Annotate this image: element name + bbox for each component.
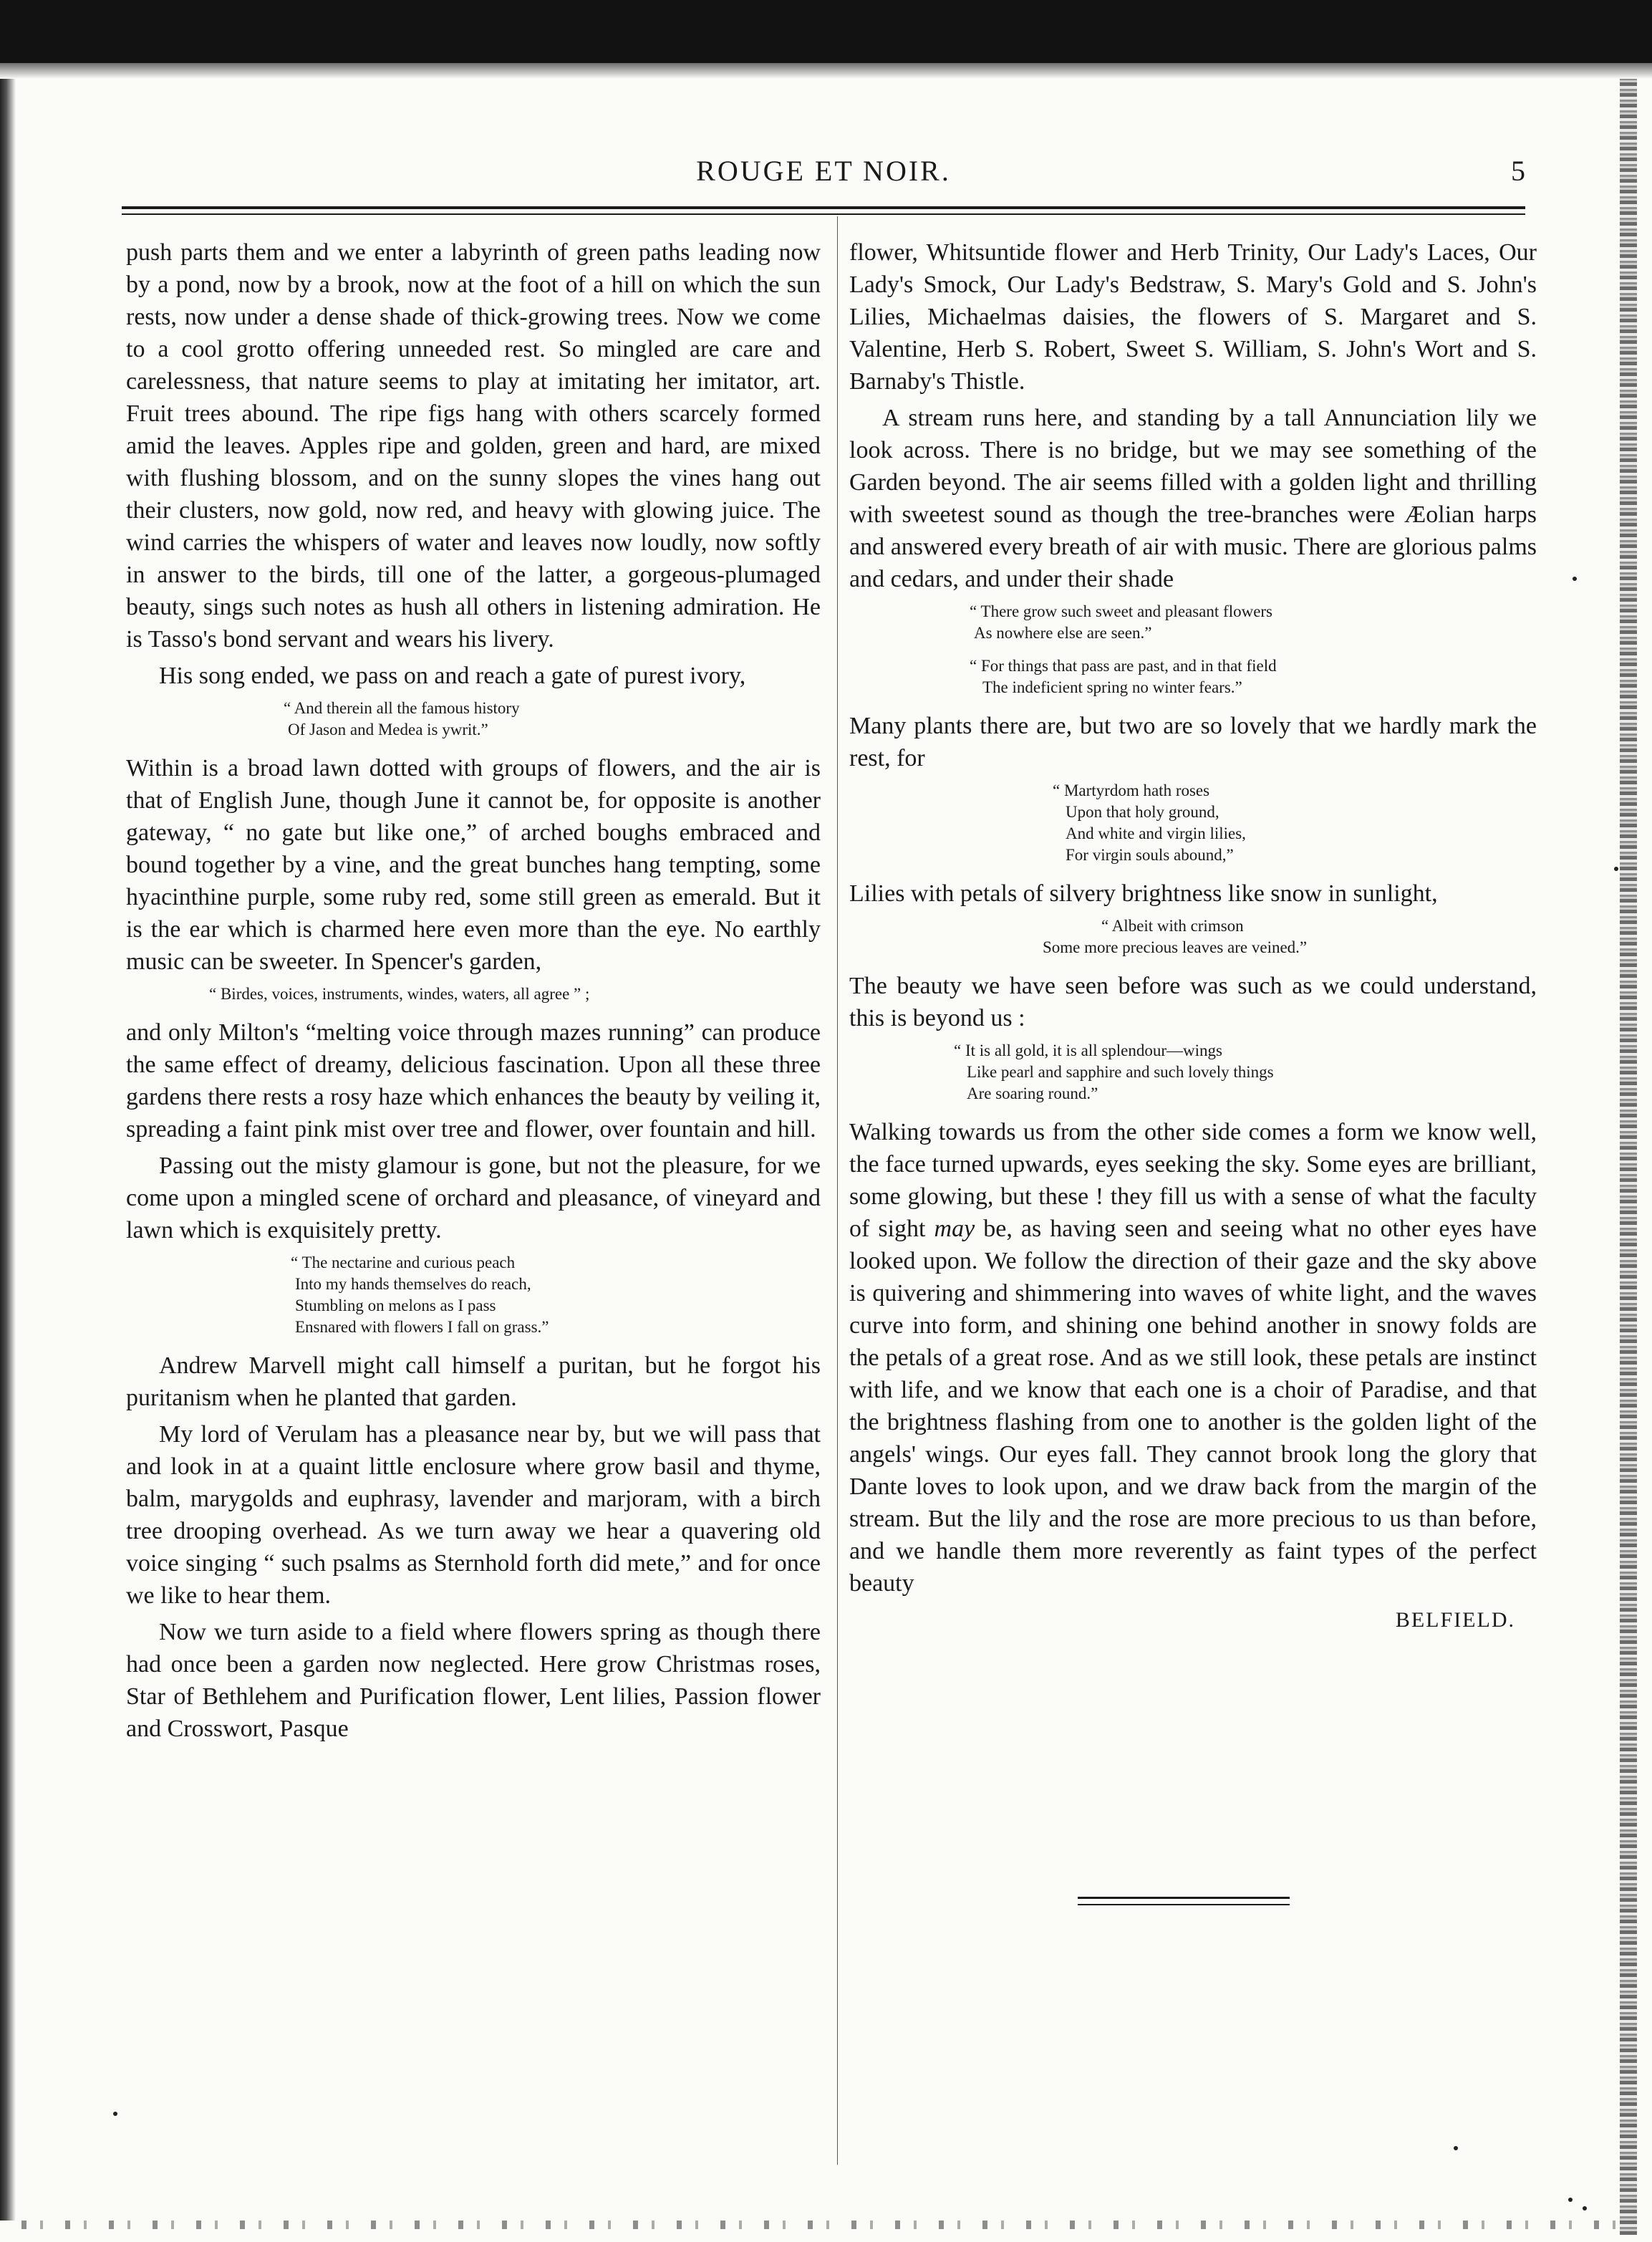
paragraph: and only Milton's “melting voice through mazes running” can produce the same effect of dreamy, delicious fascination. Upon all these three gardens there rests a rosy haze which enhances the beauty by veiling it, spreading a faint pink mist over tree and flower, over fountain and hill. — [126, 1019, 821, 1142]
verse-quote — [849, 655, 1537, 698]
header-rule-thick — [122, 206, 1525, 209]
scan-speck — [113, 2112, 117, 2116]
scan-speck — [1573, 577, 1577, 581]
right-column — [849, 236, 1537, 1636]
verse-line: “ For things that pass are past, and in that field — [970, 657, 1277, 675]
emphasis: may — [934, 1216, 975, 1242]
verse-line: Like pearl and sapphire and such lovely things — [967, 1063, 1274, 1081]
verse-line: Ensnared with flowers I fall on grass.” — [295, 1318, 549, 1336]
verse-line: “ Martyrdom hath roses — [1053, 781, 1210, 799]
verse-line: Some more precious leaves are veined.” — [1043, 938, 1308, 956]
verse-line: Are soaring round.” — [967, 1084, 1098, 1102]
verse-quote — [849, 780, 1537, 866]
journal-title: ROUGE ET NOIR. — [696, 155, 951, 187]
paragraph: Passing out the misty glamour is gone, but not the pleasure, for we come upon a mingled scene of orchard and pleasance, of vineyard and lawn which is exquisitely pretty. — [126, 1153, 821, 1243]
scan-speck — [1568, 2198, 1573, 2202]
scan-bottom-noise — [21, 2221, 1618, 2229]
verse-line: “ And therein all the famous history — [284, 699, 520, 717]
verse-line: “ The nectarine and curious peach — [291, 1254, 516, 1271]
verse-quote — [849, 1040, 1537, 1105]
scan-speck — [1583, 2206, 1587, 2210]
author-signature: BELFIELD. — [1395, 1608, 1515, 1632]
verse-quote — [849, 601, 1537, 644]
column-divider — [837, 216, 838, 2165]
paragraph: flower, Whitsuntide flower and Herb Trinity, Our Lady's Laces, Our Lady's Smock, Our Lady's Bedstraw, S. Mary's Gold and S. John's Lilies, Michaelmas daisies, the flowers of S. Margaret and S. Valentine, Herb S. Robert, Sweet S. William, S. John's Wort and S. Barnaby's Thistle. — [849, 239, 1537, 395]
verse-quote — [126, 698, 821, 741]
verse-line: “ Albeit with crimson — [1101, 917, 1244, 935]
verse-line: And white and virgin lilies, — [1066, 824, 1246, 842]
paragraph: Now we turn aside to a field where flowers spring as though there had once been a garden now neglected. Here grow Christmas roses, Star of Bethlehem and Purification flower, Lent lilies, Passion flower and Crosswort, Pasque — [126, 1619, 821, 1742]
verse-line: As nowhere else are seen.” — [974, 624, 1152, 642]
header-rule-thin — [122, 213, 1525, 215]
paragraph-text: be, as having seen and seeing what no other eyes have looked upon. We follow the direction of their gaze and the sky above is quivering and shimmering into waves of white light, and the waves curve into form, and shining one behind another in snowy folds are the petals of a great rose. And as we still look, these petals are instinct with life, and we know that each one is a choir of Paradise, and that the brightness flashing from one to another is the golden light of the angels' wings. Our eyes fall. They cannot brook long the glory that Dante loves to look upon, and we draw back from the margin of the stream. But the lily and the rose are more precious to us than before, and we handle them more reverently as faint types of the perfect beauty — [849, 1216, 1537, 1597]
scan-speck — [1614, 867, 1618, 871]
verse-line: Of Jason and Medea is ywrit.” — [288, 721, 488, 738]
verse-line: Into my hands themselves do reach, — [295, 1275, 531, 1293]
verse-quote — [126, 983, 821, 1005]
paragraph: A stream runs here, and standing by a tall Annunciation lily we look across. There is no bridge, but we may see something of the Garden beyond. The air seems filled with a golden light and thrilling with sweetest sound as though the tree-branches were Æolian harps and answered every breath of air with music. There are glorious palms and cedars, and under their shade — [849, 405, 1537, 592]
paragraph — [849, 1116, 1537, 1599]
verse-quote — [849, 915, 1537, 958]
left-column — [126, 236, 821, 1749]
end-rule-thick — [1078, 1897, 1290, 1899]
verse-line: “ Birdes, voices, instruments, windes, waters, all agree ” ; — [209, 985, 590, 1003]
verse-line: “ It is all gold, it is all splendour—wings — [954, 1041, 1222, 1059]
scan-left-edge — [0, 79, 16, 2221]
scan-top-border — [0, 0, 1652, 63]
verse-line: For virgin souls abound,” — [1066, 846, 1234, 864]
verse-line: Upon that holy ground, — [1066, 803, 1219, 821]
paragraph: Many plants there are, but two are so lovely that we hardly mark the rest, for — [849, 713, 1537, 771]
paragraph: My lord of Verulam has a pleasance near by, but we will pass that and look in at a quaint little enclosure where grow basil and thyme, balm, marygolds and euphrasy, lavender and marjoram, with a birch tree drooping overhead. As we turn away we hear a quavering old voice singing “ such psalms as Sternhold forth did mete,” and for once we like to hear them. — [126, 1421, 821, 1609]
paragraph: push parts them and we enter a labyrinth of green paths leading now by a pond, now by a brook, now at the foot of a hill on which the sun rests, now under a dense shade of thick-growing trees. Now we come to a cool grotto offering unneeded rest. So mingled are care and carelessness, that nature seems to play at imitating her imitator, art. Fruit trees abound. The ripe figs hang with others scarcely formed amid the leaves. Apples ripe and golden, green and hard, are mixed with flushing blossom, and on the sunny slopes the vines hang out their clusters, now gold, now red, and heavy with glowing juice. The wind carries the whispers of water and leaves now loudly, now softly in answer to the birds, till one of the latter, a gorgeous-plumaged beauty, sings such notes as hush all others in listening admiration. He is Tasso's bond servant and wears his livery. — [126, 239, 821, 653]
paragraph: Lilies with petals of silvery brightness like snow in sunlight, — [849, 880, 1438, 907]
running-head — [122, 154, 1525, 197]
verse-line: Stumbling on melons as I pass — [295, 1296, 496, 1314]
page-number: 5 — [1511, 155, 1525, 187]
paragraph: The beauty we have seen before was such as we could understand, this is beyond us : — [849, 973, 1537, 1031]
paragraph: Andrew Marvell might call himself a puritan, but he forgot his puritanism when he planted that garden. — [126, 1352, 821, 1411]
end-rule-thin — [1078, 1904, 1290, 1905]
verse-quote — [126, 1252, 821, 1338]
verse-line: The indeficient spring no winter fears.” — [982, 678, 1242, 696]
paragraph: His song ended, we pass on and reach a gate of purest ivory, — [159, 663, 746, 689]
verse-line: “ There grow such sweet and pleasant flowers — [970, 602, 1273, 620]
scan-top-shadow — [0, 63, 1652, 79]
paragraph-text: Walking towards us from the other side comes a form we know well, the face turned upwards, eyes seeking the sky. Some eyes are brilliant, some glowing, but these ! they fill us with a sense of what the faculty of sight — [849, 1119, 1537, 1242]
scan-right-edge — [1620, 79, 1637, 2235]
paragraph: Within is a broad lawn dotted with groups of flowers, and the air is that of English June, though June it cannot be, for opposite is another gateway, “ no gate but like one,” of arched boughs embraced and bound together by a vine, and the great bunches hang tempting, some hyacinthine purple, some ruby red, some still green as emerald. But it is the ear which is charmed here even more than the eye. No earthly music can be sweeter. In Spencer's garden, — [126, 755, 821, 975]
scan-speck — [1454, 2146, 1458, 2150]
